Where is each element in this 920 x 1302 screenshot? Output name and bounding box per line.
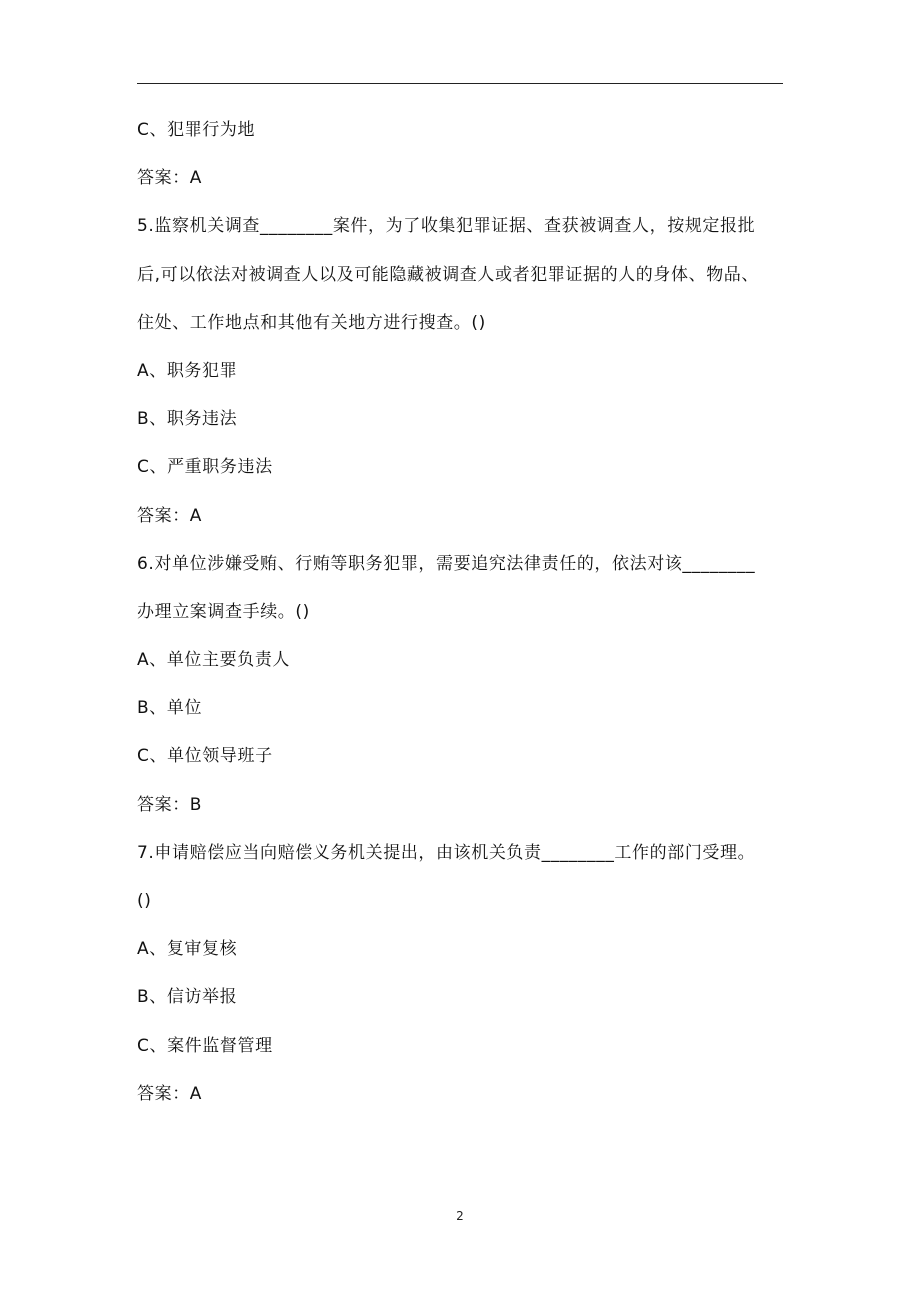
option-a-q6: A、单位主要负责人	[137, 650, 291, 671]
question-7-line-2: ()	[137, 891, 152, 911]
question-5-line-2: 后,可以依法对被调查人以及可能隐藏被调查人或者犯罪证据的人的身体、物品、	[137, 264, 760, 285]
question-5-line-3: 住处、工作地点和其他有关地方进行搜查。()	[137, 312, 486, 333]
option-b-q6: B、单位	[137, 698, 203, 719]
option-c-q7: C、案件监督管理	[137, 1035, 273, 1056]
answer-q4: 答案：A	[137, 168, 203, 189]
header-rule	[137, 83, 783, 84]
option-a-q5: A、职务犯罪	[137, 360, 238, 381]
page-number: 2	[456, 1209, 464, 1223]
question-7-line-1: 7.申请赔偿应当向赔偿义务机关提出，由该机关负责________工作的部门受理。	[137, 842, 756, 863]
option-b-q7: B、信访举报	[137, 987, 238, 1008]
option-b-q5: B、职务违法	[137, 409, 238, 430]
option-c-q6: C、单位领导班子	[137, 746, 273, 767]
answer-q7: 答案：A	[137, 1083, 203, 1104]
document-body	[137, 118, 787, 1130]
option-c-q4: C、犯罪行为地	[137, 120, 256, 140]
question-5-line-1: 5.监察机关调查________案件，为了收集犯罪证据、查获被调查人，按规定报批	[137, 216, 756, 237]
answer-q6: 答案：B	[137, 794, 203, 815]
option-a-q7: A、复审复核	[137, 939, 238, 960]
option-c-q5: C、严重职务违法	[137, 457, 273, 478]
question-6-line-1: 6.对单位涉嫌受贿、行贿等职务犯罪，需要追究法律责任的，依法对该________	[137, 553, 756, 574]
question-6-line-2: 办理立案调查手续。()	[137, 601, 310, 622]
answer-q5: 答案：A	[137, 505, 203, 526]
